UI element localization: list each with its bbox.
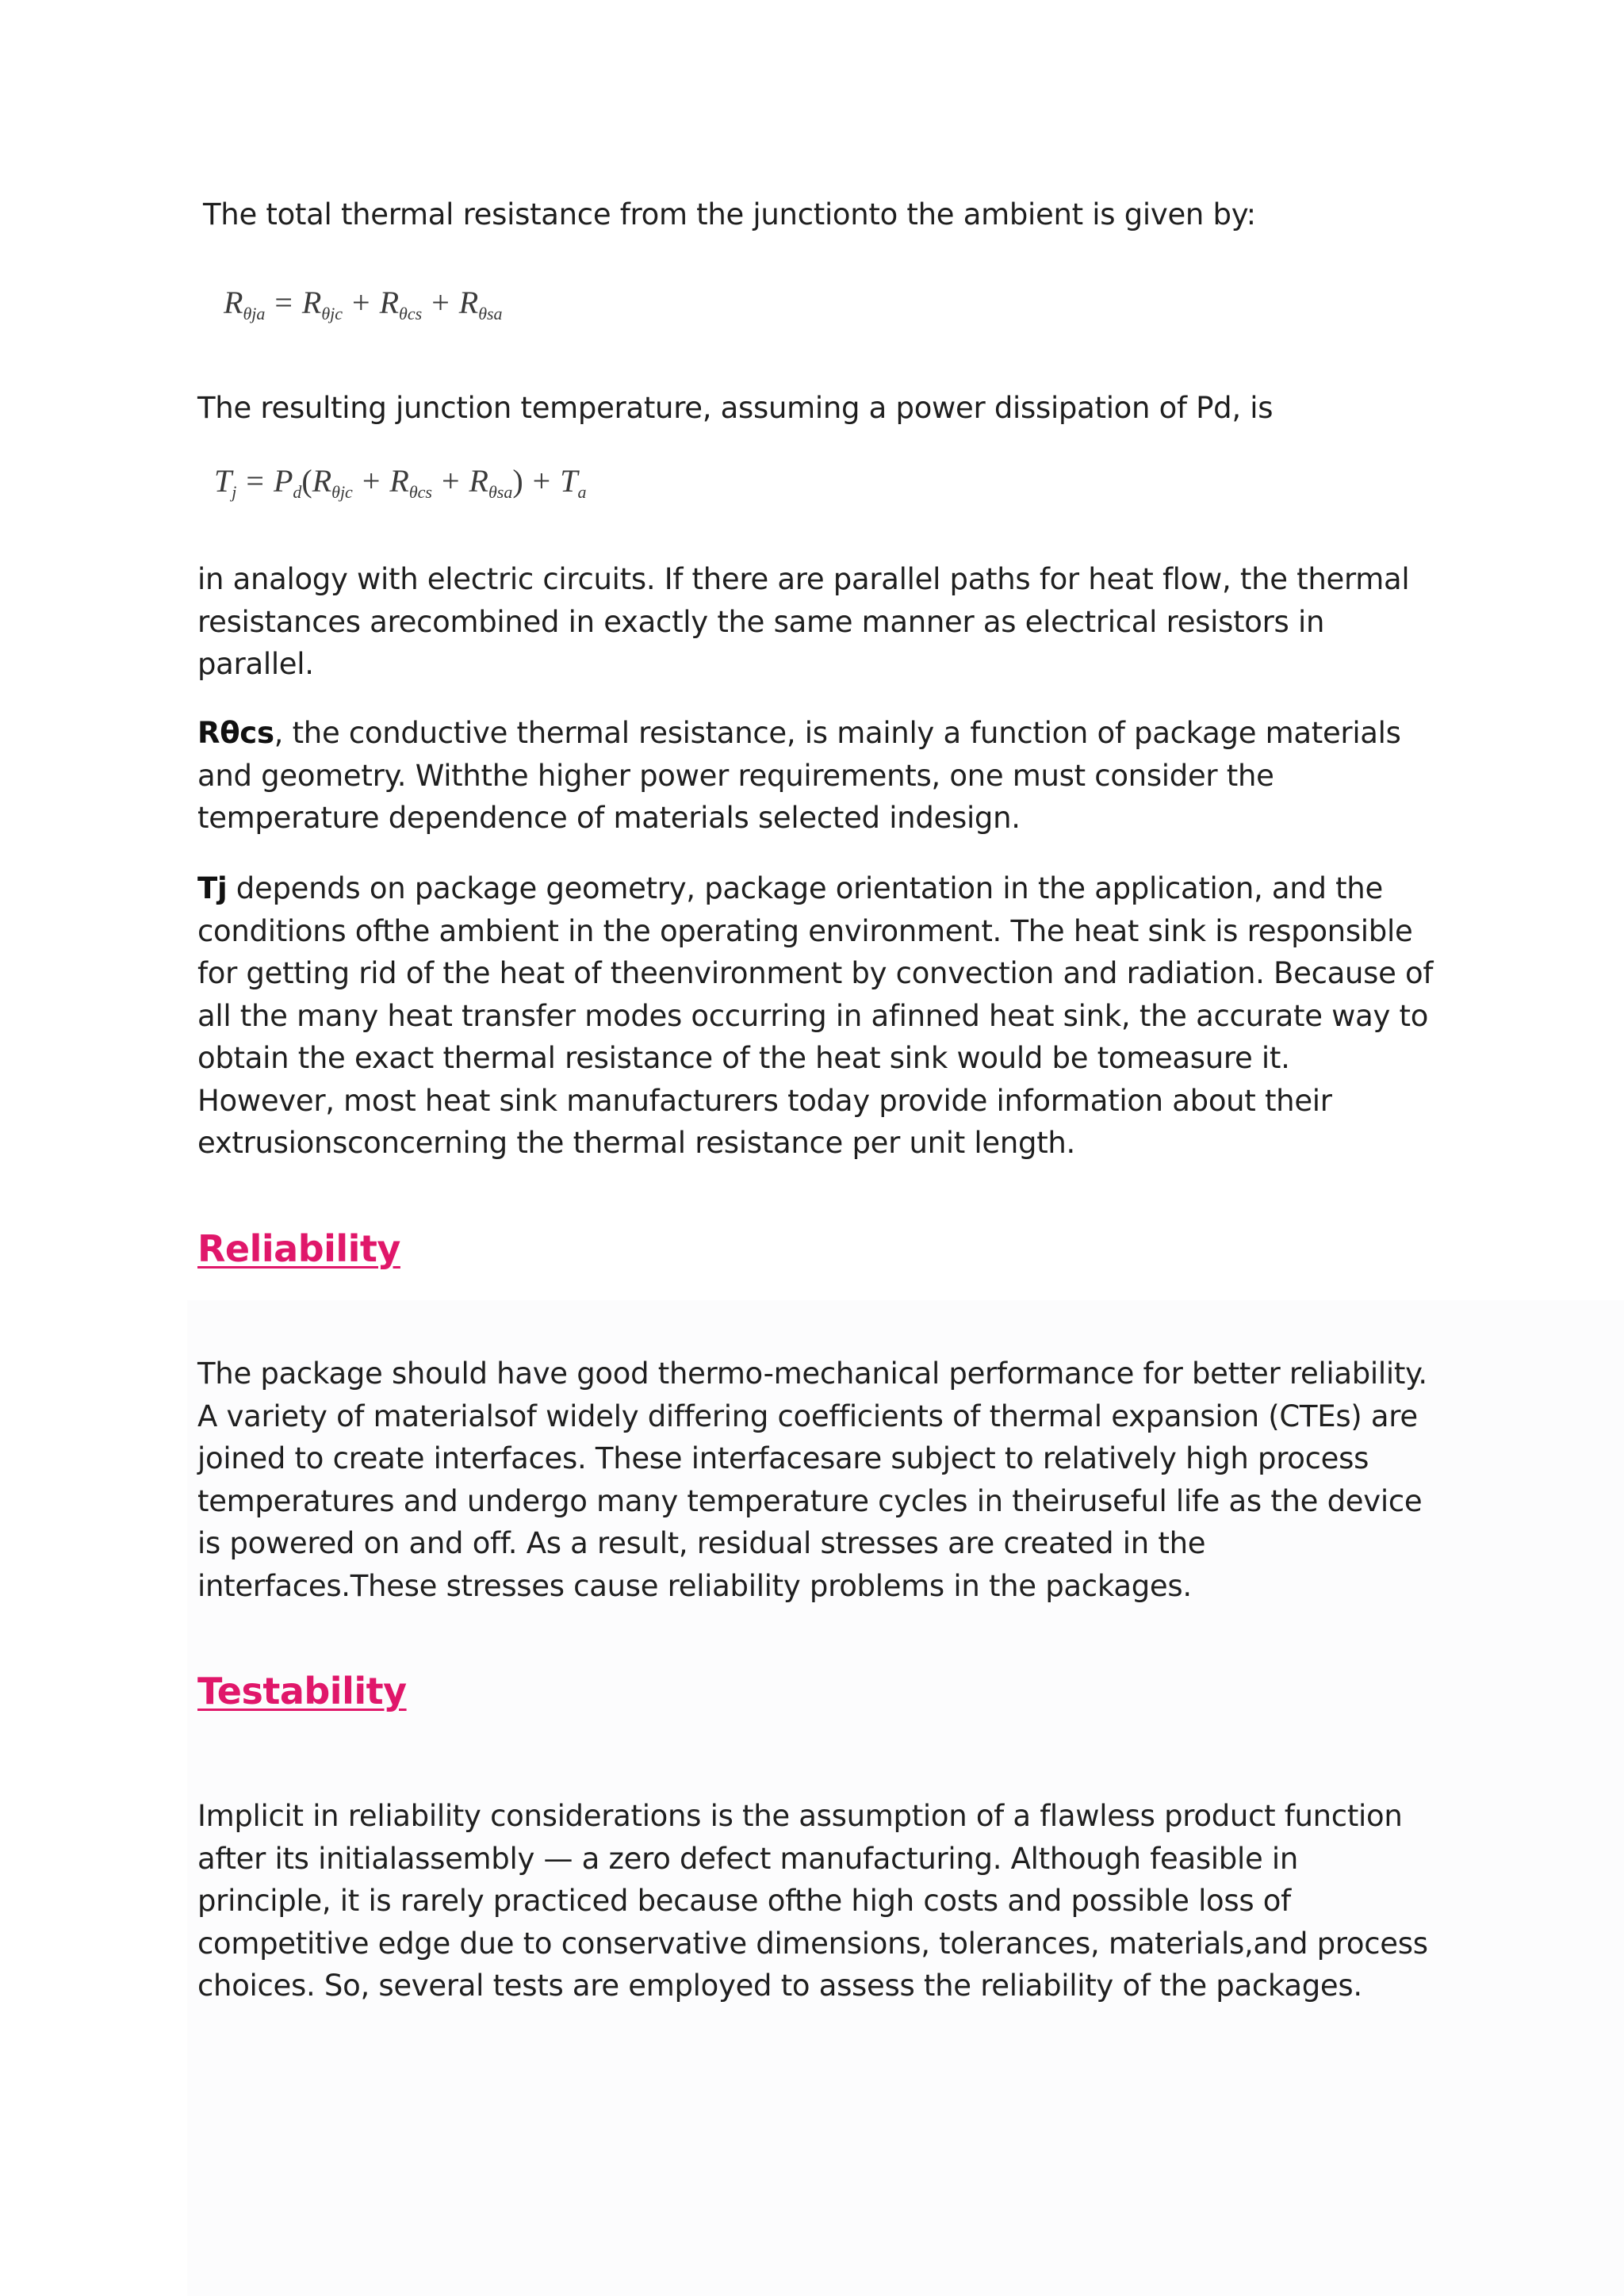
analogy-paragraph: in analogy with electric circuits. If there are parallel paths for heat flow, the thermal resistances arecombined in exactly the same manner as electrical resistors in parallel.: [197, 562, 1410, 681]
reliability-paragraph: The package should have good thermo-mechanical performance for better reliability. A variety of materialsof widely differing coefficients of thermal expansion (CTEs) are joined to create interfaces. These interfacesare subject to relatively high process temperatures and undergo many temperature cycles in theiruseful life as the device is powered on and off. As a result, residual stresses are created in the interfaces.These stresses cause reliability problems in the packages.: [197, 1357, 1427, 1603]
tj-term: Tj: [197, 871, 228, 905]
tj-text: depends on package geometry, package orientation in the application, and the conditions ofthe ambient in the operating environment. The heat sink is responsible for getting rid of the heat of theenvironment by convection and radiation. Because of all the many heat transfer modes occurring in afinned heat sink, the accurate way to obtain the exact thermal resistance of the heat sink would be tomeasure it. However, most heat sink manufacturers today provide information about their extrusionsconcerning the thermal resistance per unit length.: [197, 871, 1434, 1160]
reliability-heading: Reliability: [197, 1227, 400, 1270]
junction-temperature-equation: $T_j = P_d(R_{\theta jc} + R_{\theta cs} + R_{\theta sa}) + T_a$: [214, 463, 587, 502]
tj-paragraph: [197, 867, 1434, 1165]
testability-heading: Testability: [197, 1670, 407, 1712]
conductive-resistance-paragraph: [197, 712, 1434, 840]
junction-temperature-text: The resulting junction temperature, assuming a power dissipation of Pd, is: [197, 391, 1274, 425]
testability-paragraph: Implicit in reliability considerations is the assumption of a flawless product function after its initialassembly — a zero defect manufacturing. Although feasible in principle, it is rarely practiced because ofthe high costs and possible loss of competitive edge due to conservative dimensions, tolerances, materials,and process choices. So, several tests are employed to assess the reliability of the packages.: [197, 1799, 1428, 2003]
rocs-term: Rθcs: [197, 716, 274, 750]
rocs-text: , the conductive thermal resistance, is mainly a function of package materials and geometry. Withthe higher power requirements, one must consider the temperature dependence of materials selected indesign.: [197, 716, 1401, 835]
total-resistance-equation: $R_{\theta ja} = R_{\theta jc} + R_{\theta cs} + R_{\theta sa}$: [224, 285, 503, 323]
intro-text: The total thermal resistance from the junctionto the ambient is given by:: [203, 197, 1256, 232]
